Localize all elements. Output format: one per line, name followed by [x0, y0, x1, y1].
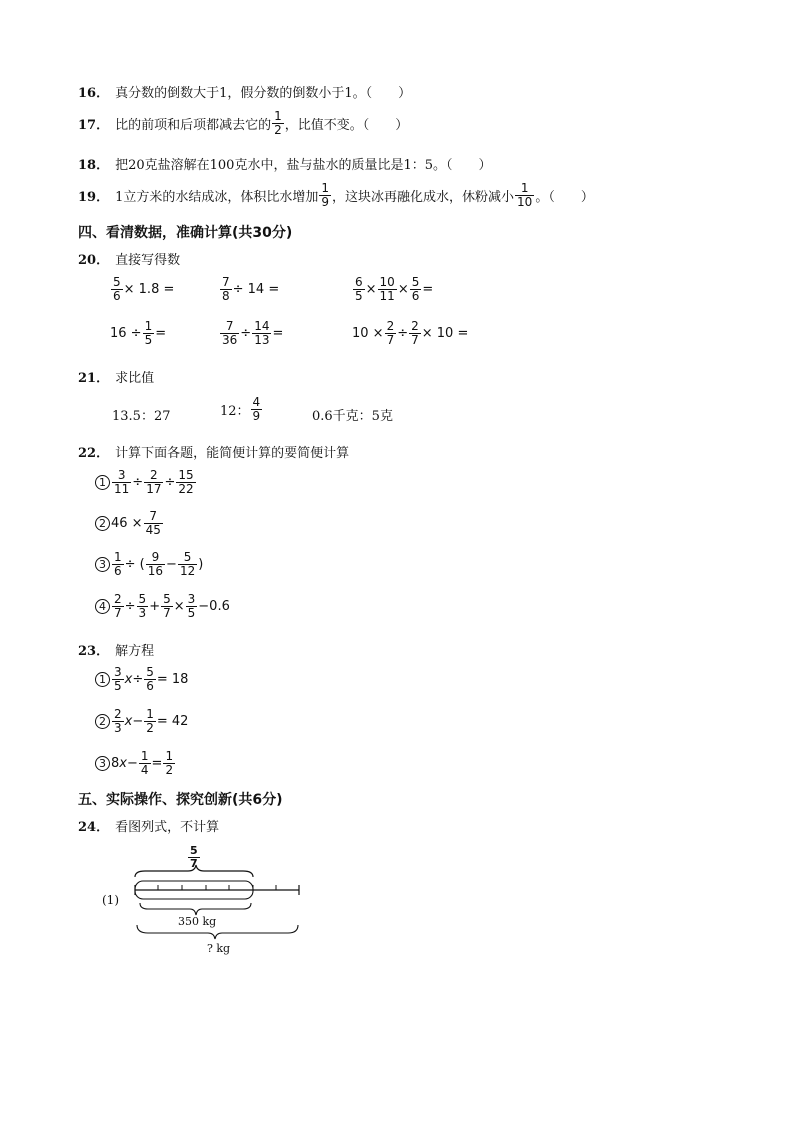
equation: 1 $\frac{3}{5}$ x ÷ $\frac{5}{6}$ = 18	[95, 666, 188, 692]
question-number: 16．	[78, 86, 110, 101]
equation: 3 8 x − $\frac{1}{4}$ = $\frac{1}{2}$	[95, 750, 176, 776]
calc-item: 10 × $\frac{2}{7}$ ÷ $\frac{2}{7}$ × 10 =	[352, 319, 469, 347]
diagram-fraction: $\frac{5}{7}$	[190, 844, 198, 870]
circled-number: 3	[95, 557, 110, 572]
question-text: 解方程	[115, 644, 155, 659]
calc-problem: 1 $\frac{3}{11}$ ÷ $\frac{2}{17}$ ÷ $\frac{15}{22}$	[95, 469, 197, 495]
line-diagram	[100, 845, 320, 965]
calc-problem: 3 $\frac{1}{6}$ ÷ ( $\frac{9}{16}$ − $\frac{5}{12}$ )	[95, 551, 203, 577]
section-heading: 五、实际操作、探究创新(共6分)	[78, 792, 283, 808]
calc-problem: 2 46 × $\frac{7}{45}$	[95, 510, 164, 536]
question-text: 看图列式，不计算	[115, 820, 220, 835]
question-number: 18．	[78, 158, 110, 173]
calc-item: $\frac{7}{36}$ ÷ $\frac{14}{13}$ =	[222, 319, 284, 347]
fraction: $\frac{1}{9}$	[321, 181, 330, 209]
question-text: 求比值	[115, 371, 155, 386]
question-22-title	[78, 442, 349, 461]
question-number: 19．	[78, 189, 110, 205]
question-text: 比的前项和后项都减去它的	[115, 117, 272, 133]
equation: 2 $\frac{2}{3}$ x − $\frac{1}{2}$ = 42	[95, 708, 188, 734]
fraction: $\frac{1}{2}$	[274, 109, 282, 137]
question-text: 1立方米的水结成冰，体积比水增加	[115, 189, 319, 205]
section-heading: 四、看清数据，准确计算(共30分)	[78, 225, 293, 241]
question-number: 22．	[78, 446, 110, 461]
question-number: 23．	[78, 644, 110, 659]
question-21-title	[78, 367, 154, 386]
fraction: $\frac{1}{10}$	[517, 181, 533, 209]
question-number: 20．	[78, 253, 110, 268]
question-18	[78, 154, 492, 173]
circled-number: 4	[95, 599, 110, 614]
question-text: ，比值不变。（ ）	[284, 117, 409, 133]
question-23-title	[78, 640, 154, 659]
ratio-item: 0.6千克：5克	[312, 409, 393, 424]
circled-number: 1	[95, 475, 110, 490]
question-16	[78, 82, 411, 101]
sub-question-label: (1)	[102, 893, 119, 907]
ratio-item: 13.5：27	[112, 409, 171, 424]
question-17	[78, 110, 408, 136]
question-number: 24．	[78, 820, 110, 835]
question-text: 把20克盐溶解在100克水中，盐与盐水的质量比是1：5。（ ）	[115, 158, 492, 173]
circled-number: 3	[95, 756, 110, 771]
calc-item: $\frac{5}{6}$ × 1.8 =	[113, 275, 175, 303]
question-number: 21．	[78, 371, 110, 386]
question-24-title	[78, 816, 219, 835]
circled-number: 2	[95, 714, 110, 729]
question-text: 真分数的倒数大于1，假分数的倒数小于1。（ ）	[115, 86, 412, 101]
calc-problem: 4 $\frac{2}{7}$ ÷ $\frac{5}{3}$ + $\frac{5}{7}$ × $\frac{3}{5}$ −0.6	[95, 593, 230, 619]
question-number: 17．	[78, 117, 110, 133]
question-text: 。（ ）	[535, 189, 594, 205]
question-text: 计算下面各题，能简便计算的要简便计算	[115, 446, 350, 461]
calc-item: $\frac{6}{5}$ × $\frac{10}{11}$ × $\frac{5}{6}$ =	[355, 275, 434, 303]
question-19	[78, 182, 594, 208]
circled-number: 2	[95, 516, 110, 531]
known-quantity-label: 350 kg	[178, 915, 217, 928]
ratio-item: 12： $\frac{4}{9}$	[220, 395, 261, 423]
calc-item: $\frac{7}{8}$ ÷ 14 =	[222, 275, 280, 303]
question-20-title	[78, 249, 180, 268]
question-text: 直接写得数	[115, 253, 181, 268]
calc-item: 16 ÷ $\frac{1}{5}$ =	[110, 319, 167, 347]
question-text: ，这块冰再融化成水，休粉减小	[332, 189, 515, 205]
circled-number: 1	[95, 672, 110, 687]
unknown-quantity-label: ? kg	[207, 942, 231, 955]
